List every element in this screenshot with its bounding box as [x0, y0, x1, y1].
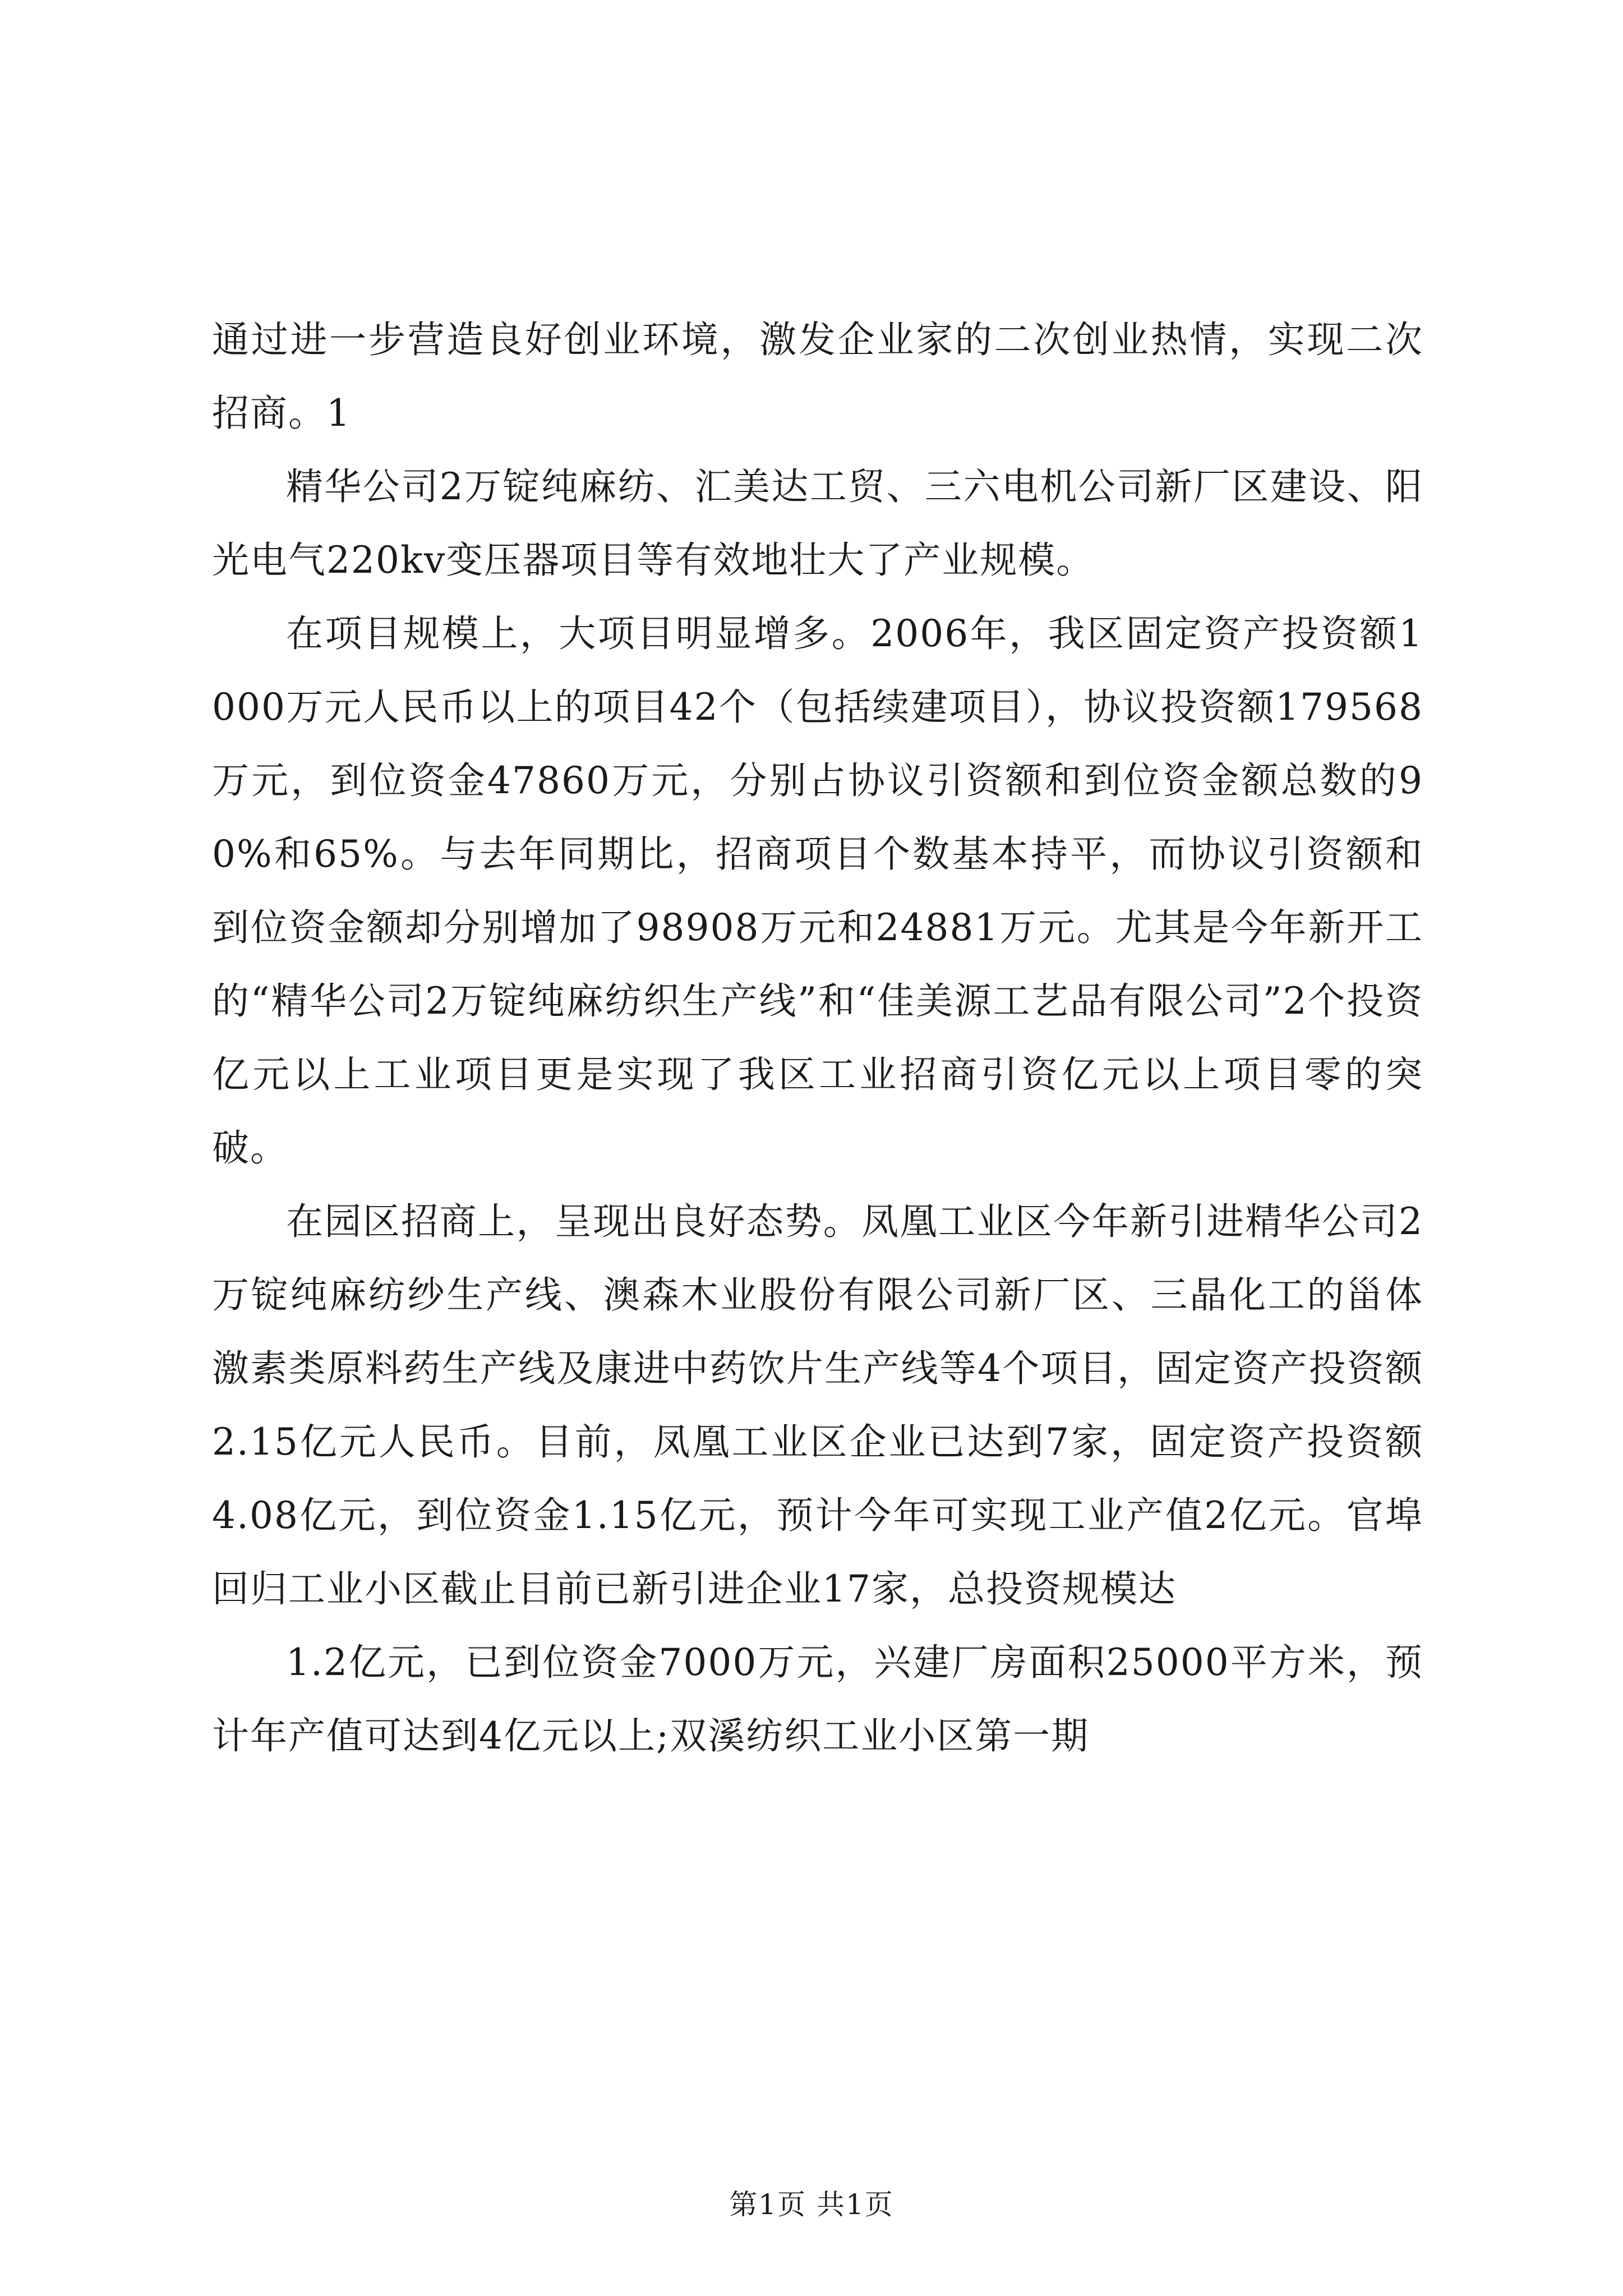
paragraph-5: 1.2亿元，已到位资金7000万元，兴建厂房面积25000平方米，预计年产值可达到4亿元以上;双溪纺织工业小区第一期: [212, 1641, 1423, 1757]
paragraph-1: 通过进一步营造良好创业环境，激发企业家的二次创业热情，实现二次招商。1: [212, 318, 1423, 435]
paragraph-3: 在项目规模上，大项目明显增多。2006年，我区固定资产投资额1000万元人民币以上的项目42个（包括续建项目），协议投资额179568万元，到位资金47860万元，分别占协议引资额和到位资金额总数的90%和65%。与去年同期比，招商项目个数基本持平，而协议引资额和到位资金额却分别增加了98908万元和24881万元。尤其是今年新开工的“精华公司2万锭纯麻纺织生产线”和“佳美源工艺品有限公司”2个投资亿元以上工业项目更是实现了我区工业招商引资亿元以上项目零的突破。: [212, 612, 1423, 1170]
paragraph-2: 精华公司2万锭纯麻纺、汇美达工贸、三六电机公司新厂区建设、阳光电气220kv变压器项目等有效地壮大了产业规模。: [212, 465, 1423, 582]
paragraph-4: 在园区招商上，呈现出良好态势。凤凰工业区今年新引进精华公司2万锭纯麻纺纱生产线、澳森木业股份有限公司新厂区、三晶化工的甾体激素类原料药生产线及康进中药饮片生产线等4个项目，固定资产投资额2.15亿元人民币。目前，凤凰工业区企业已达到7家，固定资产投资额4.08亿元，到位资金1.15亿元，预计今年可实现工业产值2亿元。官埠回归工业小区截止目前已新引进企业17家，总投资规模达: [212, 1200, 1423, 1611]
document-body: [212, 303, 1423, 1773]
page-footer: 第1页 共1页: [729, 2188, 894, 2221]
